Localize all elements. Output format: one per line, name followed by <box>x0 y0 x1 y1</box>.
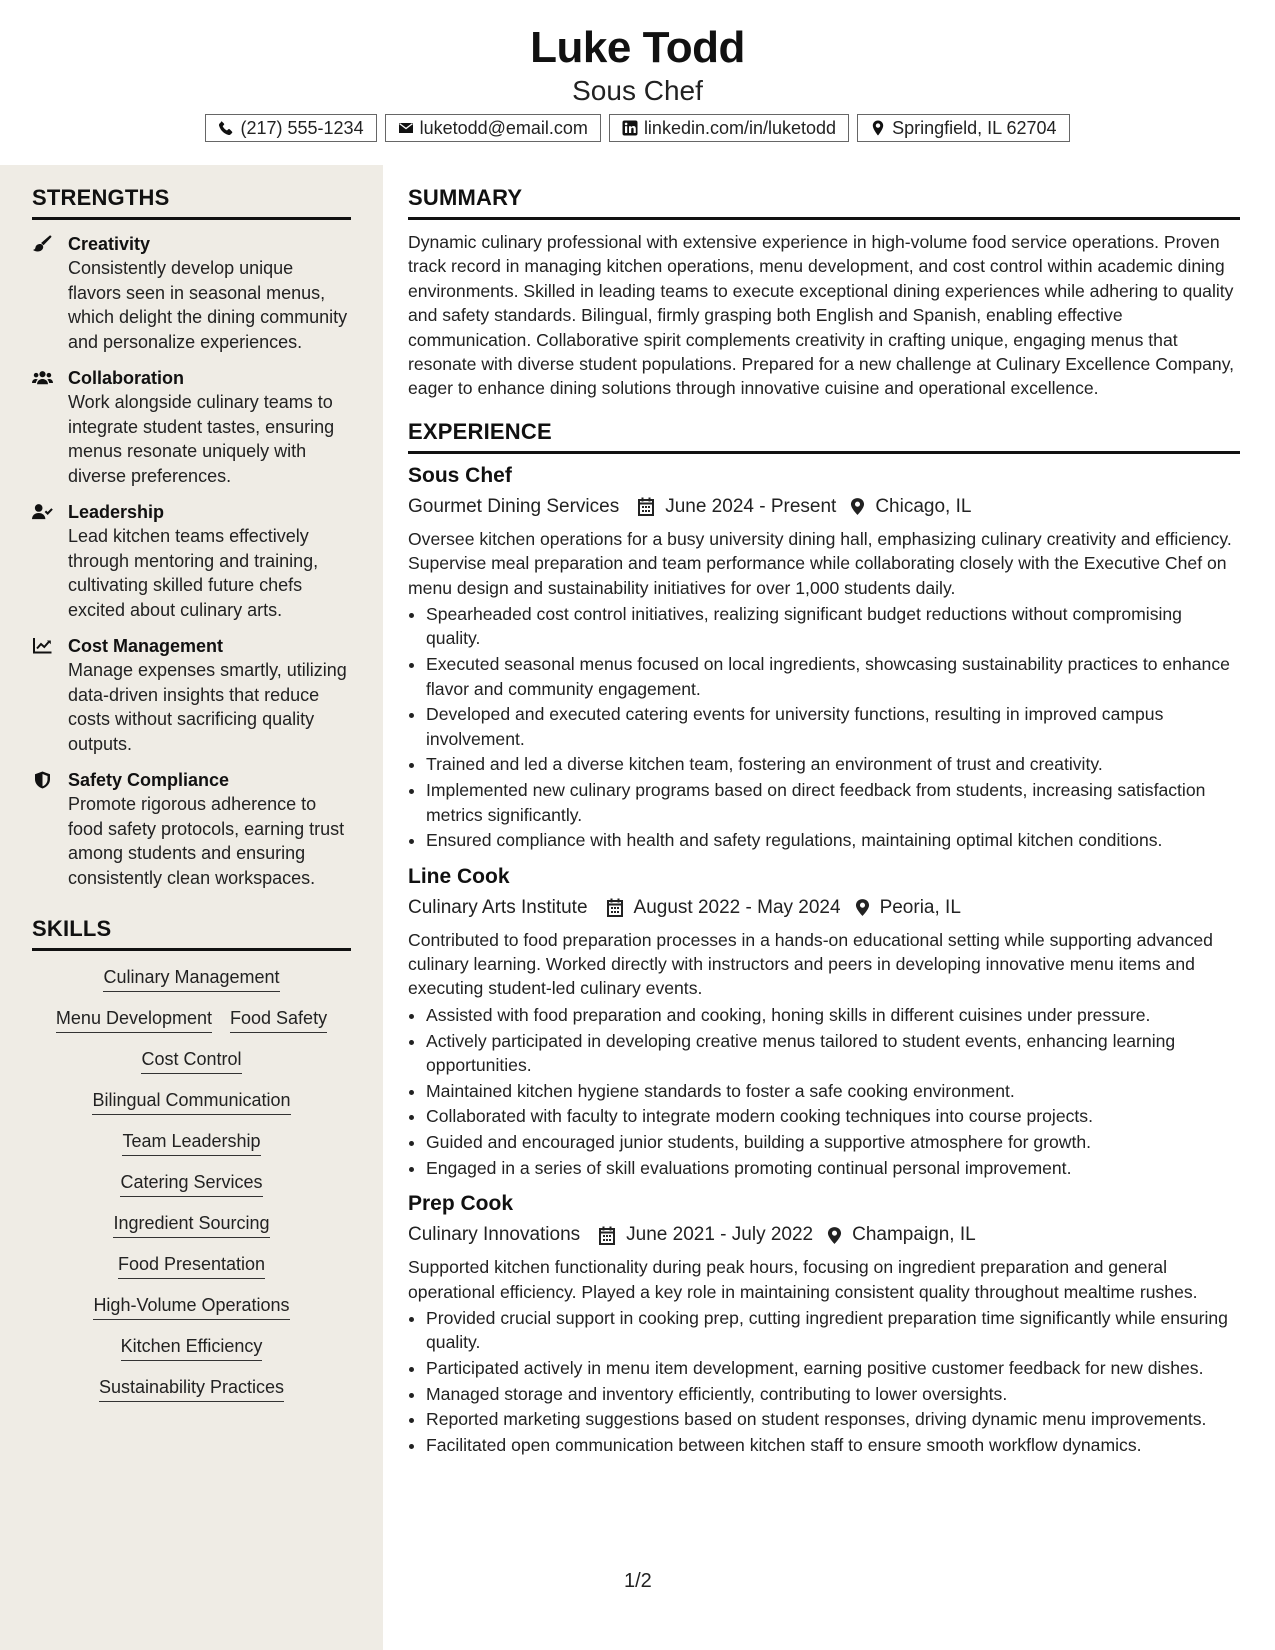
list-item: • Ensured compliance with health and safety regulations, maintaining optimal kitchen conditions. <box>426 828 1240 852</box>
list-item: • Executed seasonal menus focused on local ingredients, showcasing sustainability practices to enhance flavor and community engagement. <box>426 652 1240 701</box>
calendar-icon <box>637 497 655 516</box>
strength-desc: Promote rigorous adherence to food safety protocols, earning trust among students and ensuring consistently clean workspaces. <box>68 794 345 888</box>
strength-item <box>32 232 351 354</box>
contact-linkedin[interactable] <box>609 114 849 142</box>
job-meta <box>408 895 1240 921</box>
job-company: Gourmet Dining Services <box>408 495 620 517</box>
job-dates: June 2024 - Present <box>665 495 837 517</box>
brush-icon <box>32 235 53 253</box>
sidebar <box>0 165 383 1650</box>
envelope-icon <box>398 120 414 136</box>
skills-list <box>32 965 351 1402</box>
job-bullets <box>408 1003 1240 1180</box>
strength-desc: Manage expenses smartly, utilizing data-driven insights that reduce costs without sacrificing quality outputs. <box>68 660 347 754</box>
list-item: • Reported marketing suggestions based on student responses, driving dynamic menu improvements. <box>426 1407 1240 1431</box>
skill-tag: High-Volume Operations <box>93 1293 289 1320</box>
contact-email[interactable] <box>385 114 601 142</box>
job-description: Contributed to food preparation processes in a hands-on educational setting while supporting advanced culinary learning. Worked directly with instructors and peers in developing innovative menu items and executing student-led culinary events. <box>408 929 1213 999</box>
strength-title: Collaboration <box>68 368 184 388</box>
strength-title: Safety Compliance <box>68 770 230 790</box>
skill-tag: Catering Services <box>120 1170 262 1197</box>
skill-tag: Sustainability Practices <box>99 1375 284 1402</box>
skill-tag: Bilingual Communication <box>92 1088 290 1115</box>
summary-heading: SUMMARY <box>408 185 1240 220</box>
job-role: Sous Chef <box>408 463 512 487</box>
list-item: • Spearheaded cost control initiatives, realizing significant budget reductions without compromising quality. <box>426 602 1240 651</box>
job-bullets <box>408 1306 1240 1458</box>
list-item: • Assisted with food preparation and cooking, honing skills in different cuisines under pressure. <box>426 1003 1240 1027</box>
strength-title: Cost Management <box>68 636 224 656</box>
list-item: • Collaborated with faculty to integrate modern cooking techniques into course projects. <box>426 1104 1240 1128</box>
job-meta <box>408 494 1240 520</box>
list-item: • Implemented new culinary programs based on direct feedback from students, increasing satisfaction metrics significantly. <box>426 778 1240 827</box>
experience-heading: EXPERIENCE <box>408 419 1240 454</box>
job-company: Culinary Arts Institute <box>408 896 588 918</box>
user-check-icon <box>32 503 53 521</box>
resume-header <box>0 0 1275 165</box>
calendar-icon <box>598 1226 616 1245</box>
strength-item <box>32 634 351 756</box>
strength-desc: Work alongside culinary teams to integrate student tastes, ensuring menus resonate uniquely with diverse preferences. <box>68 392 335 486</box>
experience-section <box>408 419 1240 1458</box>
list-item: • Participated actively in menu item development, earning positive customer feedback for new dishes. <box>426 1356 1240 1380</box>
job-dates: August 2022 - May 2024 <box>633 896 841 918</box>
map-pin-icon <box>870 120 886 136</box>
skill-tag: Kitchen Efficiency <box>121 1334 263 1361</box>
contact-bar <box>0 114 1275 142</box>
strength-desc: Consistently develop unique flavors seen in seasonal menus, which delight the dining community and personalize experiences. <box>68 258 348 352</box>
skill-tag: Team Leadership <box>122 1129 260 1156</box>
contact-location-text: Springfield, IL 62704 <box>892 117 1057 138</box>
summary-section <box>408 185 1240 401</box>
map-pin-icon <box>855 898 870 917</box>
contact-location <box>857 114 1069 142</box>
list-item: • Maintained kitchen hygiene standards to foster a safe cooking environment. <box>426 1079 1240 1103</box>
chart-line-icon <box>32 637 53 655</box>
contact-linkedin-text: linkedin.com/in/luketodd <box>643 117 837 138</box>
calendar-icon <box>606 898 624 917</box>
strength-desc: Lead kitchen teams effectively through mentoring and training, cultivating skilled future chefs excited about culinary arts. <box>68 526 319 620</box>
candidate-title: Sous Chef <box>572 75 703 106</box>
map-pin-icon <box>827 1226 842 1245</box>
summary-text: Dynamic culinary professional with extensive experience in high-volume food service operations. Proven track record in managing kitchen operations, menu development, and cost control within academic dining environments. Skilled in leading teams to execute exceptional dining experiences while adhering to quality and safety standards. Bilingual, firmly grasping both English and Spanish, enabling effective communication. Collaborative spirit complements creativity in crafting unique, engaging menus that resonate with diverse student populations. Prepared for a new challenge at Culinary Excellence Company, eager to enhance dining solutions through innovative cuisine and operational excellence. <box>408 232 1235 399</box>
skills-section <box>32 916 351 1402</box>
phone-icon <box>218 120 234 136</box>
list-item: • Managed storage and inventory efficiently, contributing to lower oversights. <box>426 1382 1240 1406</box>
map-pin-icon <box>850 497 865 516</box>
list-item: • Actively participated in developing creative menus tailored to student events, enhancing learning opportunities. <box>426 1029 1240 1078</box>
job-bullets <box>408 602 1240 853</box>
skill-tag: Food Presentation <box>118 1252 265 1279</box>
skill-tag: Ingredient Sourcing <box>113 1211 269 1238</box>
skill-tag: Cost Control <box>141 1047 241 1074</box>
list-item: • Trained and led a diverse kitchen team, fostering an environment of trust and creativity. <box>426 752 1240 776</box>
job-meta <box>408 1222 1240 1248</box>
skill-tag: Menu Development <box>56 1006 212 1033</box>
linkedin-icon <box>622 120 638 136</box>
job-company: Culinary Innovations <box>408 1224 581 1246</box>
skill-tag: Food Safety <box>230 1006 327 1033</box>
contact-phone-text: (217) 555-1234 <box>240 117 364 138</box>
job-role: Prep Cook <box>408 1192 514 1216</box>
job-entry <box>408 863 1240 1181</box>
candidate-name: Luke Todd <box>530 23 745 72</box>
job-location: Peoria, IL <box>879 896 961 918</box>
users-icon <box>32 369 53 387</box>
skill-tag: Culinary Management <box>103 965 279 992</box>
strength-item <box>32 500 351 622</box>
contact-phone <box>205 114 376 142</box>
job-description: Supported kitchen functionality during peak hours, focusing on ingredient preparation and general operational efficiency. Played a key role in maintaining consistent quality throughout mealtime rushes. <box>408 1257 1198 1302</box>
strengths-heading: STRENGTHS <box>32 185 351 220</box>
list-item: • Developed and executed catering events for university functions, resulting in improved campus involvement. <box>426 702 1240 751</box>
shield-icon <box>32 771 53 789</box>
main-content <box>408 165 1240 1459</box>
list-item: • Provided crucial support in cooking prep, cutting ingredient preparation time significantly while ensuring quality. <box>426 1306 1240 1355</box>
job-location: Chicago, IL <box>875 495 972 517</box>
list-item: • Guided and encouraged junior students, building a supportive atmosphere for growth. <box>426 1130 1240 1154</box>
list-item: • Facilitated open communication between kitchen staff to ensure smooth workflow dynamics. <box>426 1433 1240 1457</box>
job-location: Champaign, IL <box>852 1224 976 1246</box>
strength-title: Creativity <box>68 234 151 254</box>
contact-email-text: luketodd@email.com <box>419 117 588 138</box>
job-role: Line Cook <box>408 864 510 888</box>
job-dates: June 2021 - July 2022 <box>626 1224 814 1246</box>
strength-item <box>32 768 351 890</box>
strength-item <box>32 366 351 488</box>
strength-title: Leadership <box>68 502 165 522</box>
skills-heading: SKILLS <box>32 916 351 951</box>
list-item: • Engaged in a series of skill evaluations promoting continual personal improvement. <box>426 1156 1240 1180</box>
job-description: Oversee kitchen operations for a busy university dining hall, emphasizing culinary creativity and efficiency. Supervise meal preparation and team performance while collaborating closely with the Executive Chef on menu design and sustainability initiatives for over 1,000 students daily. <box>408 528 1232 598</box>
page-number: 1/2 <box>624 1570 652 1592</box>
job-entry <box>408 1190 1240 1457</box>
job-entry <box>408 462 1240 853</box>
